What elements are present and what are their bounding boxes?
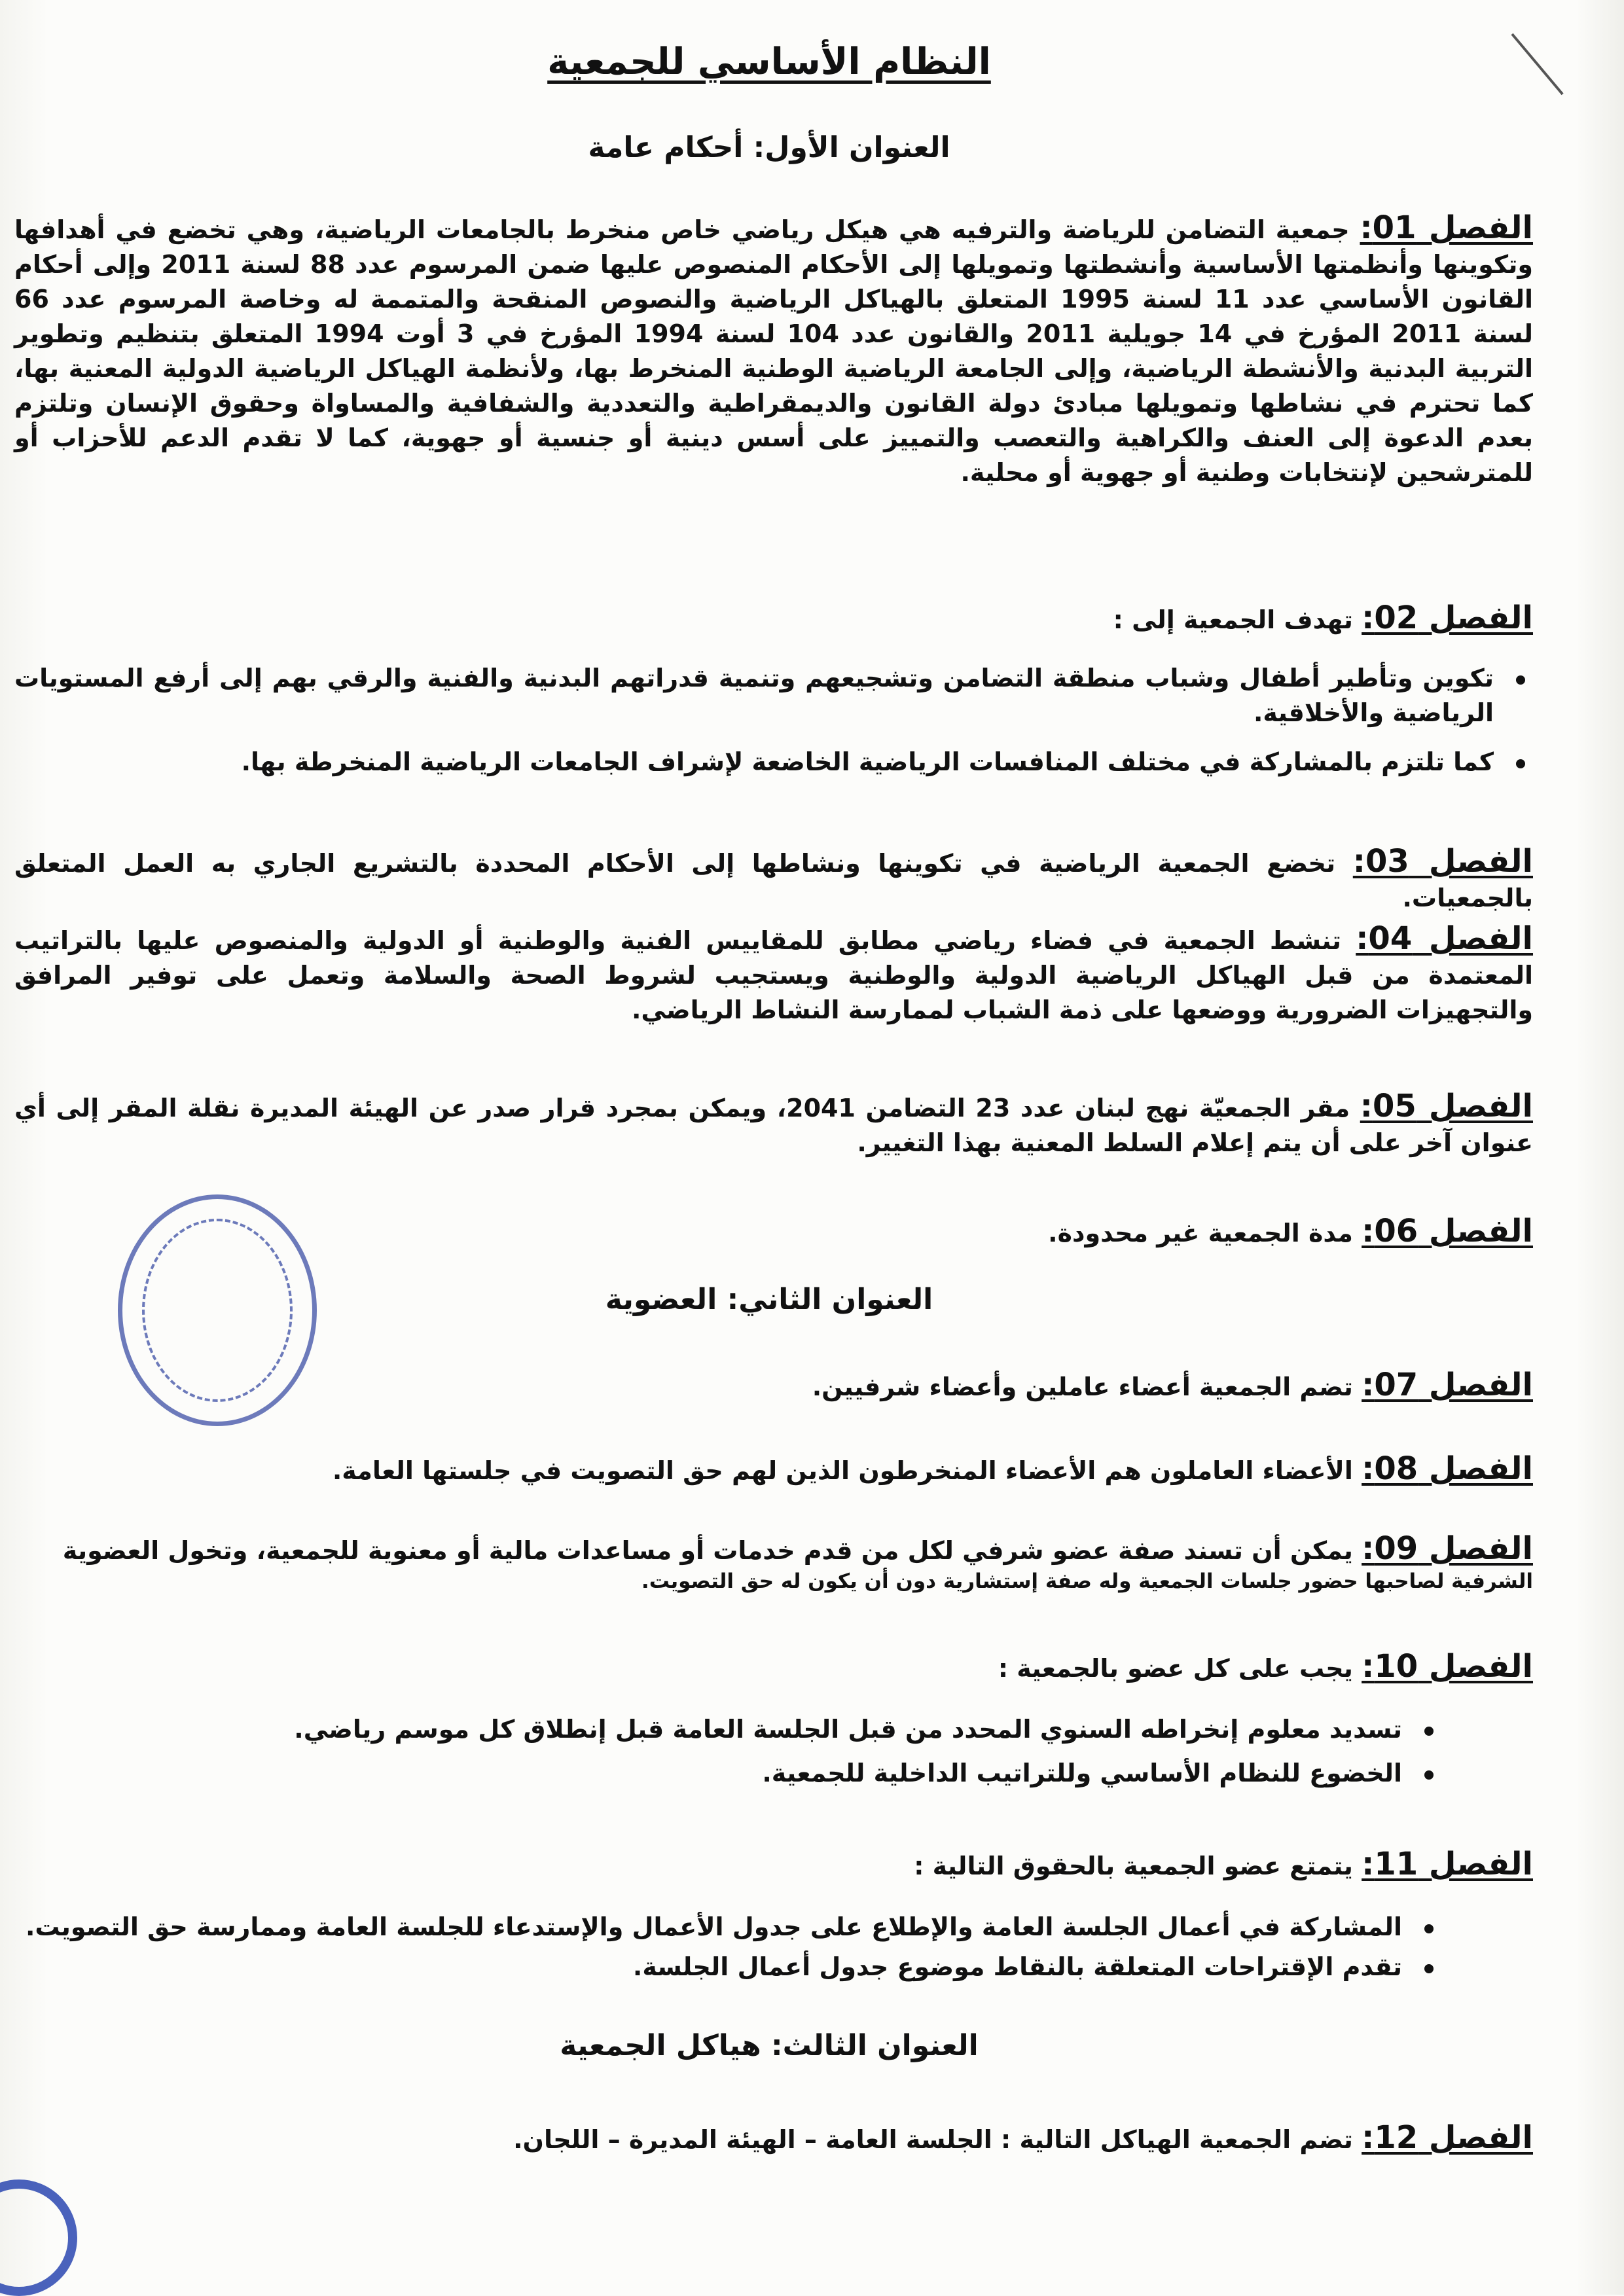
article-label: الفصل 05: [1360,1088,1533,1124]
article-label: الفصل 06: [1362,1213,1533,1249]
article-label: الفصل 12: [1362,2119,1533,2156]
corner-stamp [0,2179,77,2296]
article-10-list [14,1712,1533,1791]
article-label: الفصل 11: [1362,1846,1533,1882]
article-12 [14,2121,1533,2157]
article-05 [14,1089,1533,1160]
article-text-continued: الشرفية لصاحبها حضور جلسات الجمعية وله صفة إستشارية دون أن يكون له حق التصويت. [641,1570,1533,1593]
article-text: مدة الجمعية غير محدودة. [1048,1219,1353,1247]
list-item: تكوين وتأطير أطفال وشباب منطقة التضامن وتشجيعهم وتنمية قدراتهم البدنية والفنية والرقي بهم إلى أرفع المستويات الرياضية والأخلاقية. [14,661,1494,730]
list-item: المشاركة في أعمال الجلسة العامة والإطلاع على جدول الأعمال والإستدعاء للجلسة العامة وممارسة حق التصويت. [14,1910,1402,1945]
section-heading-3: العنوان الثالث: هياكل الجمعية [560,2029,979,2062]
article-text: يجب على كل عضو بالجمعية : [998,1654,1353,1683]
article-label: الفصل 07: [1362,1367,1533,1403]
article-label: الفصل 04: [1356,920,1534,957]
article-label: الفصل 03: [1352,843,1533,880]
list-item: تسديد معلوم إنخراطه السنوي المحدد من قبل الجلسة العامة قبل إنطلاق كل موسم رياضي. [14,1712,1402,1747]
article-label: الفصل 09: [1362,1530,1533,1567]
article-text: تنشط الجمعية في فضاء رياضي مطابق للمقاييس الفنية والوطنية أو الدولية والمنصوص عليها بالتراتيب المعتمدة من قبل الهياكل الرياضية الدولية والوطنية ويستجيب لشروط الصحة والسلامة وتعمل على توفير المرافق والتجهيزات الضرورية ووضعها على ذمة الشباب لممارسة النشاط الرياضي. [14,926,1533,1024]
article-text: مقر الجمعيّة نهج لبنان عدد 23 التضامن 2041، ويمكن بمجرد قرار صدر عن الهيئة المديرة نقلة المقر إلى أي عنوان آخر على أن يتم إعلام السلط المعنية بهذا التغيير. [14,1094,1533,1157]
article-11-list [14,1910,1533,1984]
list-item: الخضوع للنظام الأساسي وللتراتيب الداخلية للجمعية. [14,1756,1402,1791]
article-01 [14,211,1533,490]
article-02-list [14,661,1533,780]
article-text: جمعية التضامن للرياضة والترفيه هي هيكل رياضي خاص منخرط بالجامعات الرياضية، وهي تخضع في أهدافها وتكوينها وأنظمتها الأساسية وأنشطتها وتمويلها إلى الأحكام المنصوص عليها ضمن المرسوم عدد 88 لسنة 2011 وإلى أحكام القانون الأساسي عدد 11 لسنة 1995 المتعلق بالهياكل الرياضية والنصوص المنقحة والمتممة له وخاصة المرسوم عدد 66 لسنة 2011 المؤرخ في 14 جويلية 2011 والقانون عدد 104 لسنة 1994 المؤرخ في 3 أوت 1994 المتعلق بتنظيم وتطوير التربية البدنية والأنشطة الرياضية، وإلى الجامعة الرياضية الوطنية المنخرط بها، ولأنظمة الهياكل الرياضية الدولية المعنية بها، كما تحترم في نشاطها وتمويلها مبادئ دولة القانون والديمقراطية والتعددية والشفافية والمساواة وحقوق الإنسان وتلتزم بعدم الدعوة إلى العنف والكراهية والتعصب والتمييز على أسس دينية أو جنسية أو جهوية، كما لا تقدم الدعم للأحزاب أو للمترشحين لإنتخابات وطنية أو جهوية أو محلية. [14,215,1534,487]
article-label: الفصل 08: [1362,1450,1533,1487]
article-text: تخضع الجمعية الرياضية في تكوينها ونشاطها إلى الأحكام المحددة بالتشريع الجاري به العمل المتعلق بالجمعيات. [14,849,1533,912]
article-02 [14,601,1533,780]
section-heading-2: العنوان الثاني: العضوية [605,1283,933,1316]
article-10 [14,1649,1533,1791]
section-heading-1: العنوان الأول: أحكام عامة [588,131,950,164]
article-text: تهدف الجمعية إلى : [1113,605,1353,634]
article-11 [14,1847,1533,1984]
article-text: تضم الجمعية الهياكل التالية : الجلسة العامة – الهيئة المديرة – اللجان. [513,2125,1353,2154]
article-09 [14,1532,1533,1594]
article-04 [14,922,1533,1028]
article-text: يمكن أن تسند صفة عضو شرفي لكل من قدم خدمات أو مساعدات مالية أو معنوية للجمعية، وتخول العضوية [62,1536,1353,1565]
list-item: كما تلتزم بالمشاركة في مختلف المنافسات الرياضية الخاضعة لإشراف الجامعات الرياضية المنخرطة بها. [14,745,1494,780]
article-text: يتمتع عضو الجمعية بالحقوق التالية : [914,1852,1353,1880]
article-text: تضم الجمعية أعضاء عاملين وأعضاء شرفيين. [812,1372,1353,1401]
document-title: النظام الأساسي للجمعية [547,41,991,83]
article-label: الفصل 10: [1362,1648,1533,1685]
article-07 [14,1368,1533,1405]
list-item: تقدم الإقتراحات المتعلقة بالنقاط موضوع جدول أعمال الجلسة. [14,1950,1402,1984]
article-label: الفصل 01: [1360,209,1533,246]
article-text: الأعضاء العاملون هم الأعضاء المنخرطون الذين لهم حق التصويت في جلستها العامة. [332,1456,1353,1485]
article-08 [14,1452,1533,1488]
article-label: الفصل 02: [1362,600,1533,636]
article-03 [14,844,1533,916]
